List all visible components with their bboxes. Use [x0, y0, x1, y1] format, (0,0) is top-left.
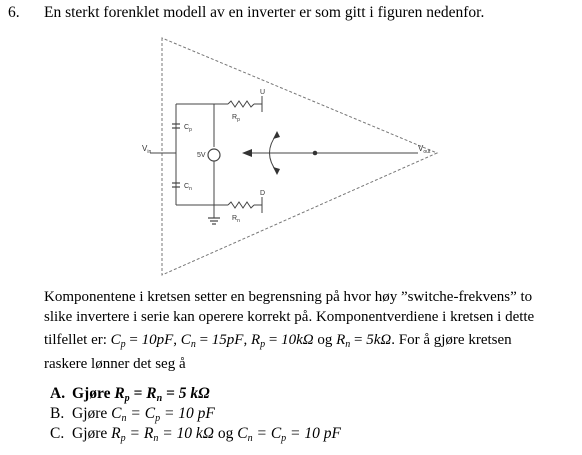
- option-b-verb: Gjøre: [72, 405, 108, 422]
- option-b-sub2: p: [155, 413, 161, 424]
- cp-label: $C_p$: [184, 124, 192, 133]
- rp-subscript: p: [260, 339, 266, 350]
- option-b-sym1: C: [111, 405, 122, 422]
- option-a-tail: = 5 kΩ: [162, 385, 210, 402]
- option-c-sub1: p: [120, 433, 126, 444]
- question-text: En sterkt forenklet modell av en inverter er som gitt i figuren nedenfor.: [44, 4, 485, 21]
- option-b-tail: = 10 pF: [160, 405, 215, 422]
- rn-subscript: n: [345, 339, 351, 350]
- d-label: D: [260, 190, 266, 197]
- cn-label: $C_n$: [184, 183, 192, 192]
- rn-symbol: R: [336, 332, 346, 348]
- cp-value: 10pF: [141, 332, 174, 348]
- cn-subscript: n: [190, 339, 196, 350]
- option-b-sub1: n: [121, 413, 127, 424]
- option-b[interactable]: [50, 404, 341, 424]
- rp-symbol: R: [250, 332, 261, 348]
- line3-suffix: For å gjøre kretsen: [398, 332, 512, 348]
- rp-resistor: [228, 101, 254, 107]
- option-c-tail: = 10 kΩ: [158, 425, 215, 442]
- rn-value: 5kΩ: [366, 332, 392, 348]
- vin-label: $V_{in}$: [142, 144, 152, 155]
- paragraph-line-1: Komponentene i kretsen setter en begrensning på hvor høy ”switche-frekvens” to: [44, 289, 533, 305]
- option-c-mid2: = C: [252, 425, 282, 442]
- option-a-sub1: p: [124, 393, 130, 404]
- option-c-og: og: [217, 425, 234, 442]
- option-a-sym1: R: [114, 385, 125, 402]
- option-a-verb: Gjøre: [72, 385, 111, 402]
- paragraph-line-2: slike invertere i serie kan operere korrekt på. Komponentverdiene i kretsen i dette: [44, 308, 535, 325]
- cp-subscript: p: [120, 339, 126, 350]
- option-b-mid: = C: [126, 405, 156, 422]
- answer-options: [50, 384, 341, 444]
- option-a-mid: = R: [129, 385, 157, 402]
- rp-label: $R_p$: [232, 114, 240, 123]
- option-c-verb: Gjøre: [72, 425, 108, 442]
- rn-resistor: [228, 202, 254, 208]
- rn-label: $R_n$: [232, 215, 240, 224]
- option-c-sub3: n: [247, 433, 253, 444]
- paragraph-line-4: raskere lønner det seg å: [44, 355, 186, 372]
- line3-prefix: tilfellet er:: [44, 332, 107, 348]
- option-c-tail2: = 10 pF: [286, 425, 341, 442]
- option-a-sub2: n: [156, 393, 163, 404]
- question-paragraph: [44, 288, 576, 374]
- voltage-source: [208, 149, 220, 161]
- option-c-sym1: R: [111, 425, 121, 442]
- paragraph-line-3: tilfellet er: $C_p = 10pF$, $C_n = 15pF$, $R_p = 10k\Omega$ og $R_n = 5k\Omega$. For å gjøre kretsen: [44, 332, 512, 350]
- option-c-sym2: C: [237, 425, 248, 442]
- og-word: og: [317, 332, 333, 348]
- question-number: 6.: [8, 4, 20, 21]
- cn-value: 15pF: [211, 332, 244, 348]
- option-c-label: C.: [50, 425, 65, 442]
- u-label: U: [260, 89, 266, 96]
- option-c-sub4: p: [281, 433, 287, 444]
- rp-value: 10kΩ: [281, 332, 314, 348]
- vout-label: $V_{out}$: [418, 144, 431, 155]
- option-a[interactable]: [50, 384, 341, 404]
- option-c-mid: = R: [125, 425, 154, 442]
- option-a-label: A.: [50, 385, 66, 402]
- option-b-label: B.: [50, 405, 65, 422]
- cp-symbol: C: [110, 332, 121, 348]
- source-label: 5V: [197, 152, 206, 159]
- option-c-sub2: n: [153, 433, 159, 444]
- option-c[interactable]: [50, 424, 341, 444]
- cn-symbol: C: [180, 332, 191, 348]
- switch-arrow: [242, 131, 418, 175]
- ground-icon: [208, 218, 220, 224]
